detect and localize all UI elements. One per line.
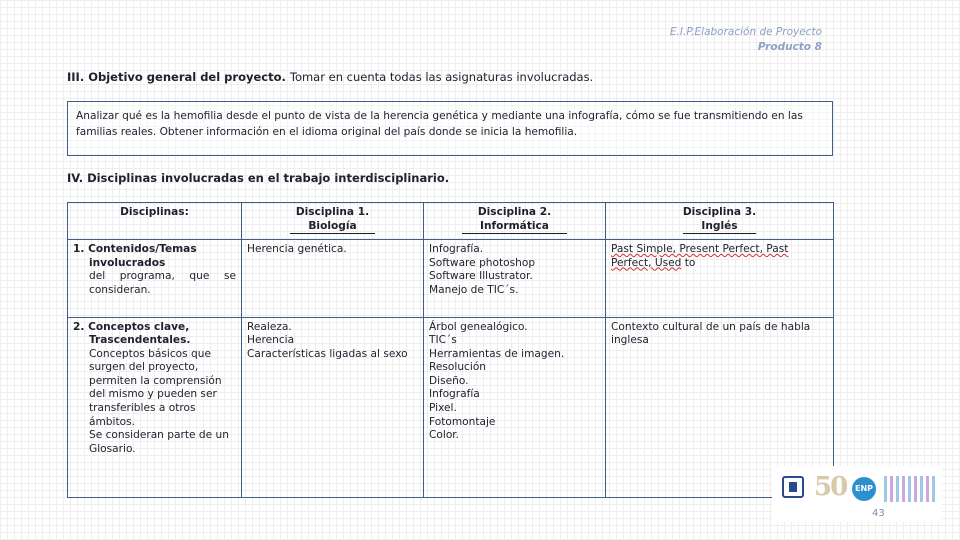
list-item: Infografía: [429, 388, 480, 401]
list-item: Herramientas de imagen.: [429, 347, 565, 360]
header-disciplina-2-subject: Informática: [462, 220, 567, 235]
row2-description-2: Se consideran parte de un Glosario.: [89, 429, 229, 455]
header-line-1: E.I.P.Elaboración de Proyecto: [669, 26, 822, 38]
row2-ingles-text: Contexto cultural de un país de habla inglesa: [611, 320, 811, 347]
list-item: Resolución: [429, 361, 487, 374]
list-item: Infografía.: [429, 243, 484, 255]
table-header-row: [68, 203, 834, 240]
header-disciplina-3-subject: Inglés: [683, 220, 755, 235]
list-item: Manejo de TIC´s.: [429, 283, 519, 296]
list-item: Árbol genealógico.: [429, 320, 528, 333]
header-disciplinas: [68, 203, 242, 240]
unam-crest-icon: [782, 476, 804, 498]
table-row: [68, 317, 834, 498]
anniversary-50-logo: 50: [814, 472, 847, 502]
list-item: TIC´s: [429, 334, 457, 347]
list-item: Fotomontaje: [429, 415, 496, 428]
page-number: 43: [872, 508, 885, 519]
list-item: Características ligadas al sexo: [247, 347, 408, 360]
section-3-heading: [67, 70, 593, 84]
decorative-bars-logo: [884, 476, 936, 502]
table-row: [68, 240, 834, 318]
section-4-title: IV. Disciplinas involucradas en el trabajo interdisciplinario.: [67, 171, 450, 185]
row2-description: Conceptos básicos que surgen del proyecto, permiten la comprensión del mismo y pueden ser transferibles a otros ámbitos.: [89, 347, 222, 428]
header-line-2: Producto 8: [757, 41, 822, 53]
header-disciplina-3: [606, 203, 834, 240]
section-3-title: III. Objetivo general del proyecto.: [67, 70, 286, 84]
row1-ingles-tenses: Past Simple, Present Perfect, Past Perfect, Used: [611, 243, 789, 269]
section-3-instruction: Tomar en cuenta todas las asignaturas involucradas.: [289, 70, 594, 84]
list-item: Herencia: [247, 334, 295, 347]
row2-biologia-cell: [242, 317, 424, 498]
row1-ingles-suffix: to: [681, 256, 696, 269]
list-item: Realeza.: [247, 320, 292, 333]
header-disciplina-2-title: Disciplina 2.: [477, 206, 552, 218]
row1-title-sub: involucrados: [89, 256, 166, 269]
row2-title: 2. Conceptos clave,: [73, 320, 190, 333]
disciplines-table: [67, 202, 834, 498]
header-disciplina-1-title: Disciplina 1.: [295, 206, 370, 218]
row2-label-cell: [68, 317, 242, 498]
header-disciplina-3-title: Disciplina 3.: [682, 206, 757, 218]
row2-title-sub: Trascendentales.: [89, 334, 191, 347]
list-item: Software photoshop: [429, 256, 536, 269]
list-item: Diseño.: [429, 374, 469, 387]
enp-logo: ENP: [852, 477, 876, 501]
header-disciplina-2: [424, 203, 606, 240]
row1-description: del programa, que se consideran.: [89, 270, 236, 296]
header-disciplina-1: [242, 203, 424, 240]
row1-ingles-cell: [606, 240, 834, 318]
row1-informatica-cell: [424, 240, 606, 318]
document-header: [670, 25, 822, 55]
header-disciplina-1-subject: Biología: [290, 220, 374, 235]
list-item: Pixel.: [429, 402, 457, 415]
objective-box: Analizar qué es la hemofilia desde el punto de vista de la herencia genética y mediante una infografía, cómo se fue transmitiendo en las familias reales. Obtener información en el idioma original del país donde se inicia la hemofilia.: [67, 101, 833, 156]
row2-informatica-cell: [424, 317, 606, 498]
list-item: Software Illustrator.: [429, 270, 533, 283]
row1-biologia-text: Herencia genética.: [247, 243, 347, 255]
row1-biologia-cell: [242, 240, 424, 318]
row1-label-cell: [68, 240, 242, 318]
header-disciplinas-label: Disciplinas:: [120, 206, 189, 218]
list-item: Color.: [429, 429, 460, 442]
institution-logos: [772, 466, 942, 522]
row1-title: 1. Contenidos/Temas: [73, 243, 197, 255]
